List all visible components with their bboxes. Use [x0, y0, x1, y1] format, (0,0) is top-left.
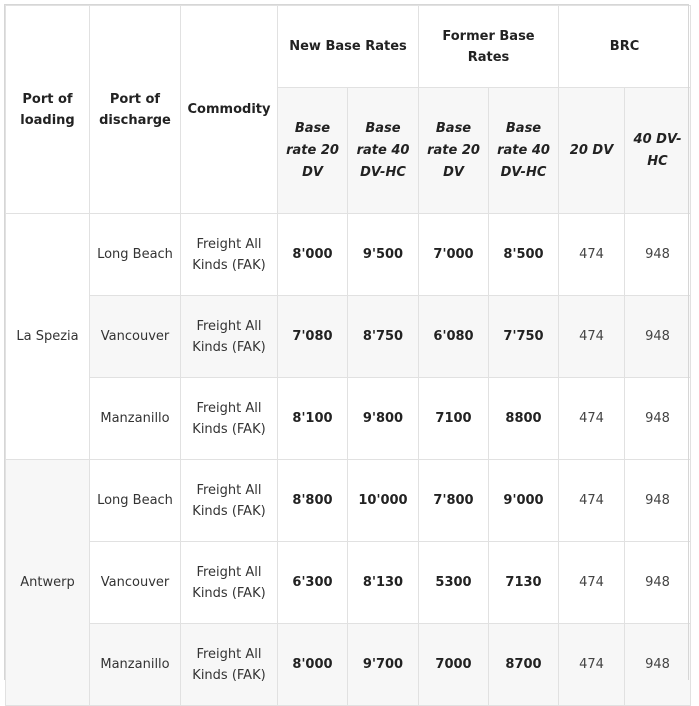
commodity-cell: Freight All Kinds (FAK) — [181, 460, 278, 542]
former-40dvhc-cell: 8'500 — [489, 214, 559, 296]
former-20dv-cell: 7'800 — [419, 460, 489, 542]
discharge-cell: Manzanillo — [90, 624, 181, 706]
discharge-cell: Vancouver — [90, 542, 181, 624]
former-20dv-cell: 7'000 — [419, 214, 489, 296]
commodity-cell: Freight All Kinds (FAK) — [181, 296, 278, 378]
former-40dvhc-cell: 7'750 — [489, 296, 559, 378]
brc-20dv-cell: 474 — [559, 460, 625, 542]
table-row — [6, 460, 691, 542]
discharge-cell: Manzanillo — [90, 378, 181, 460]
new-40dvhc-cell: 9'800 — [348, 378, 419, 460]
header-commodity: Commodity — [181, 6, 278, 214]
commodity-cell: Freight All Kinds (FAK) — [181, 624, 278, 706]
brc-20dv-cell: 474 — [559, 542, 625, 624]
header-new-base-rates: New Base Rates — [278, 6, 419, 88]
subheader-new-20dv: Base rate 20 DV — [278, 88, 348, 214]
brc-20dv-cell: 474 — [559, 214, 625, 296]
new-20dv-cell: 7'080 — [278, 296, 348, 378]
new-40dvhc-cell: 9'500 — [348, 214, 419, 296]
new-40dvhc-cell: 8'130 — [348, 542, 419, 624]
new-20dv-cell: 8'000 — [278, 214, 348, 296]
brc-20dv-cell: 474 — [559, 378, 625, 460]
header-port-of-loading: Port of loading — [6, 6, 90, 214]
discharge-cell: Long Beach — [90, 214, 181, 296]
brc-40dvhc-cell: 948 — [625, 460, 691, 542]
table-row — [6, 624, 691, 706]
header-former-base-rates: Former Base Rates — [419, 6, 559, 88]
former-40dvhc-cell: 8800 — [489, 378, 559, 460]
former-20dv-cell: 7100 — [419, 378, 489, 460]
brc-40dvhc-cell: 948 — [625, 214, 691, 296]
rates-table — [5, 5, 691, 706]
subheader-former-20dv: Base rate 20 DV — [419, 88, 489, 214]
former-40dvhc-cell: 7130 — [489, 542, 559, 624]
table-row — [6, 296, 691, 378]
header-brc: BRC — [559, 6, 691, 88]
former-40dvhc-cell: 9'000 — [489, 460, 559, 542]
commodity-cell: Freight All Kinds (FAK) — [181, 542, 278, 624]
subheader-new-40dvhc: Base rate 40 DV-HC — [348, 88, 419, 214]
table-row — [6, 214, 691, 296]
table-row — [6, 542, 691, 624]
new-20dv-cell: 6'300 — [278, 542, 348, 624]
former-20dv-cell: 5300 — [419, 542, 489, 624]
brc-40dvhc-cell: 948 — [625, 542, 691, 624]
discharge-cell: Vancouver — [90, 296, 181, 378]
subheader-brc-20dv: 20 DV — [559, 88, 625, 214]
former-20dv-cell: 7000 — [419, 624, 489, 706]
commodity-cell: Freight All Kinds (FAK) — [181, 214, 278, 296]
former-20dv-cell: 6'080 — [419, 296, 489, 378]
brc-20dv-cell: 474 — [559, 296, 625, 378]
brc-40dvhc-cell: 948 — [625, 378, 691, 460]
new-20dv-cell: 8'100 — [278, 378, 348, 460]
subheader-former-40dvhc: Base rate 40 DV-HC — [489, 88, 559, 214]
brc-40dvhc-cell: 948 — [625, 624, 691, 706]
commodity-cell: Freight All Kinds (FAK) — [181, 378, 278, 460]
discharge-cell: Long Beach — [90, 460, 181, 542]
new-40dvhc-cell: 9'700 — [348, 624, 419, 706]
new-40dvhc-cell: 10'000 — [348, 460, 419, 542]
new-40dvhc-cell: 8'750 — [348, 296, 419, 378]
port-of-loading-cell: La Spezia — [6, 214, 90, 460]
new-20dv-cell: 8'000 — [278, 624, 348, 706]
port-of-loading-cell: Antwerp — [6, 460, 90, 706]
table-row — [6, 378, 691, 460]
brc-40dvhc-cell: 948 — [625, 296, 691, 378]
new-20dv-cell: 8'800 — [278, 460, 348, 542]
former-40dvhc-cell: 8700 — [489, 624, 559, 706]
brc-20dv-cell: 474 — [559, 624, 625, 706]
header-port-of-discharge: Port of discharge — [90, 6, 181, 214]
subheader-brc-40dvhc: 40 DV-HC — [625, 88, 691, 214]
